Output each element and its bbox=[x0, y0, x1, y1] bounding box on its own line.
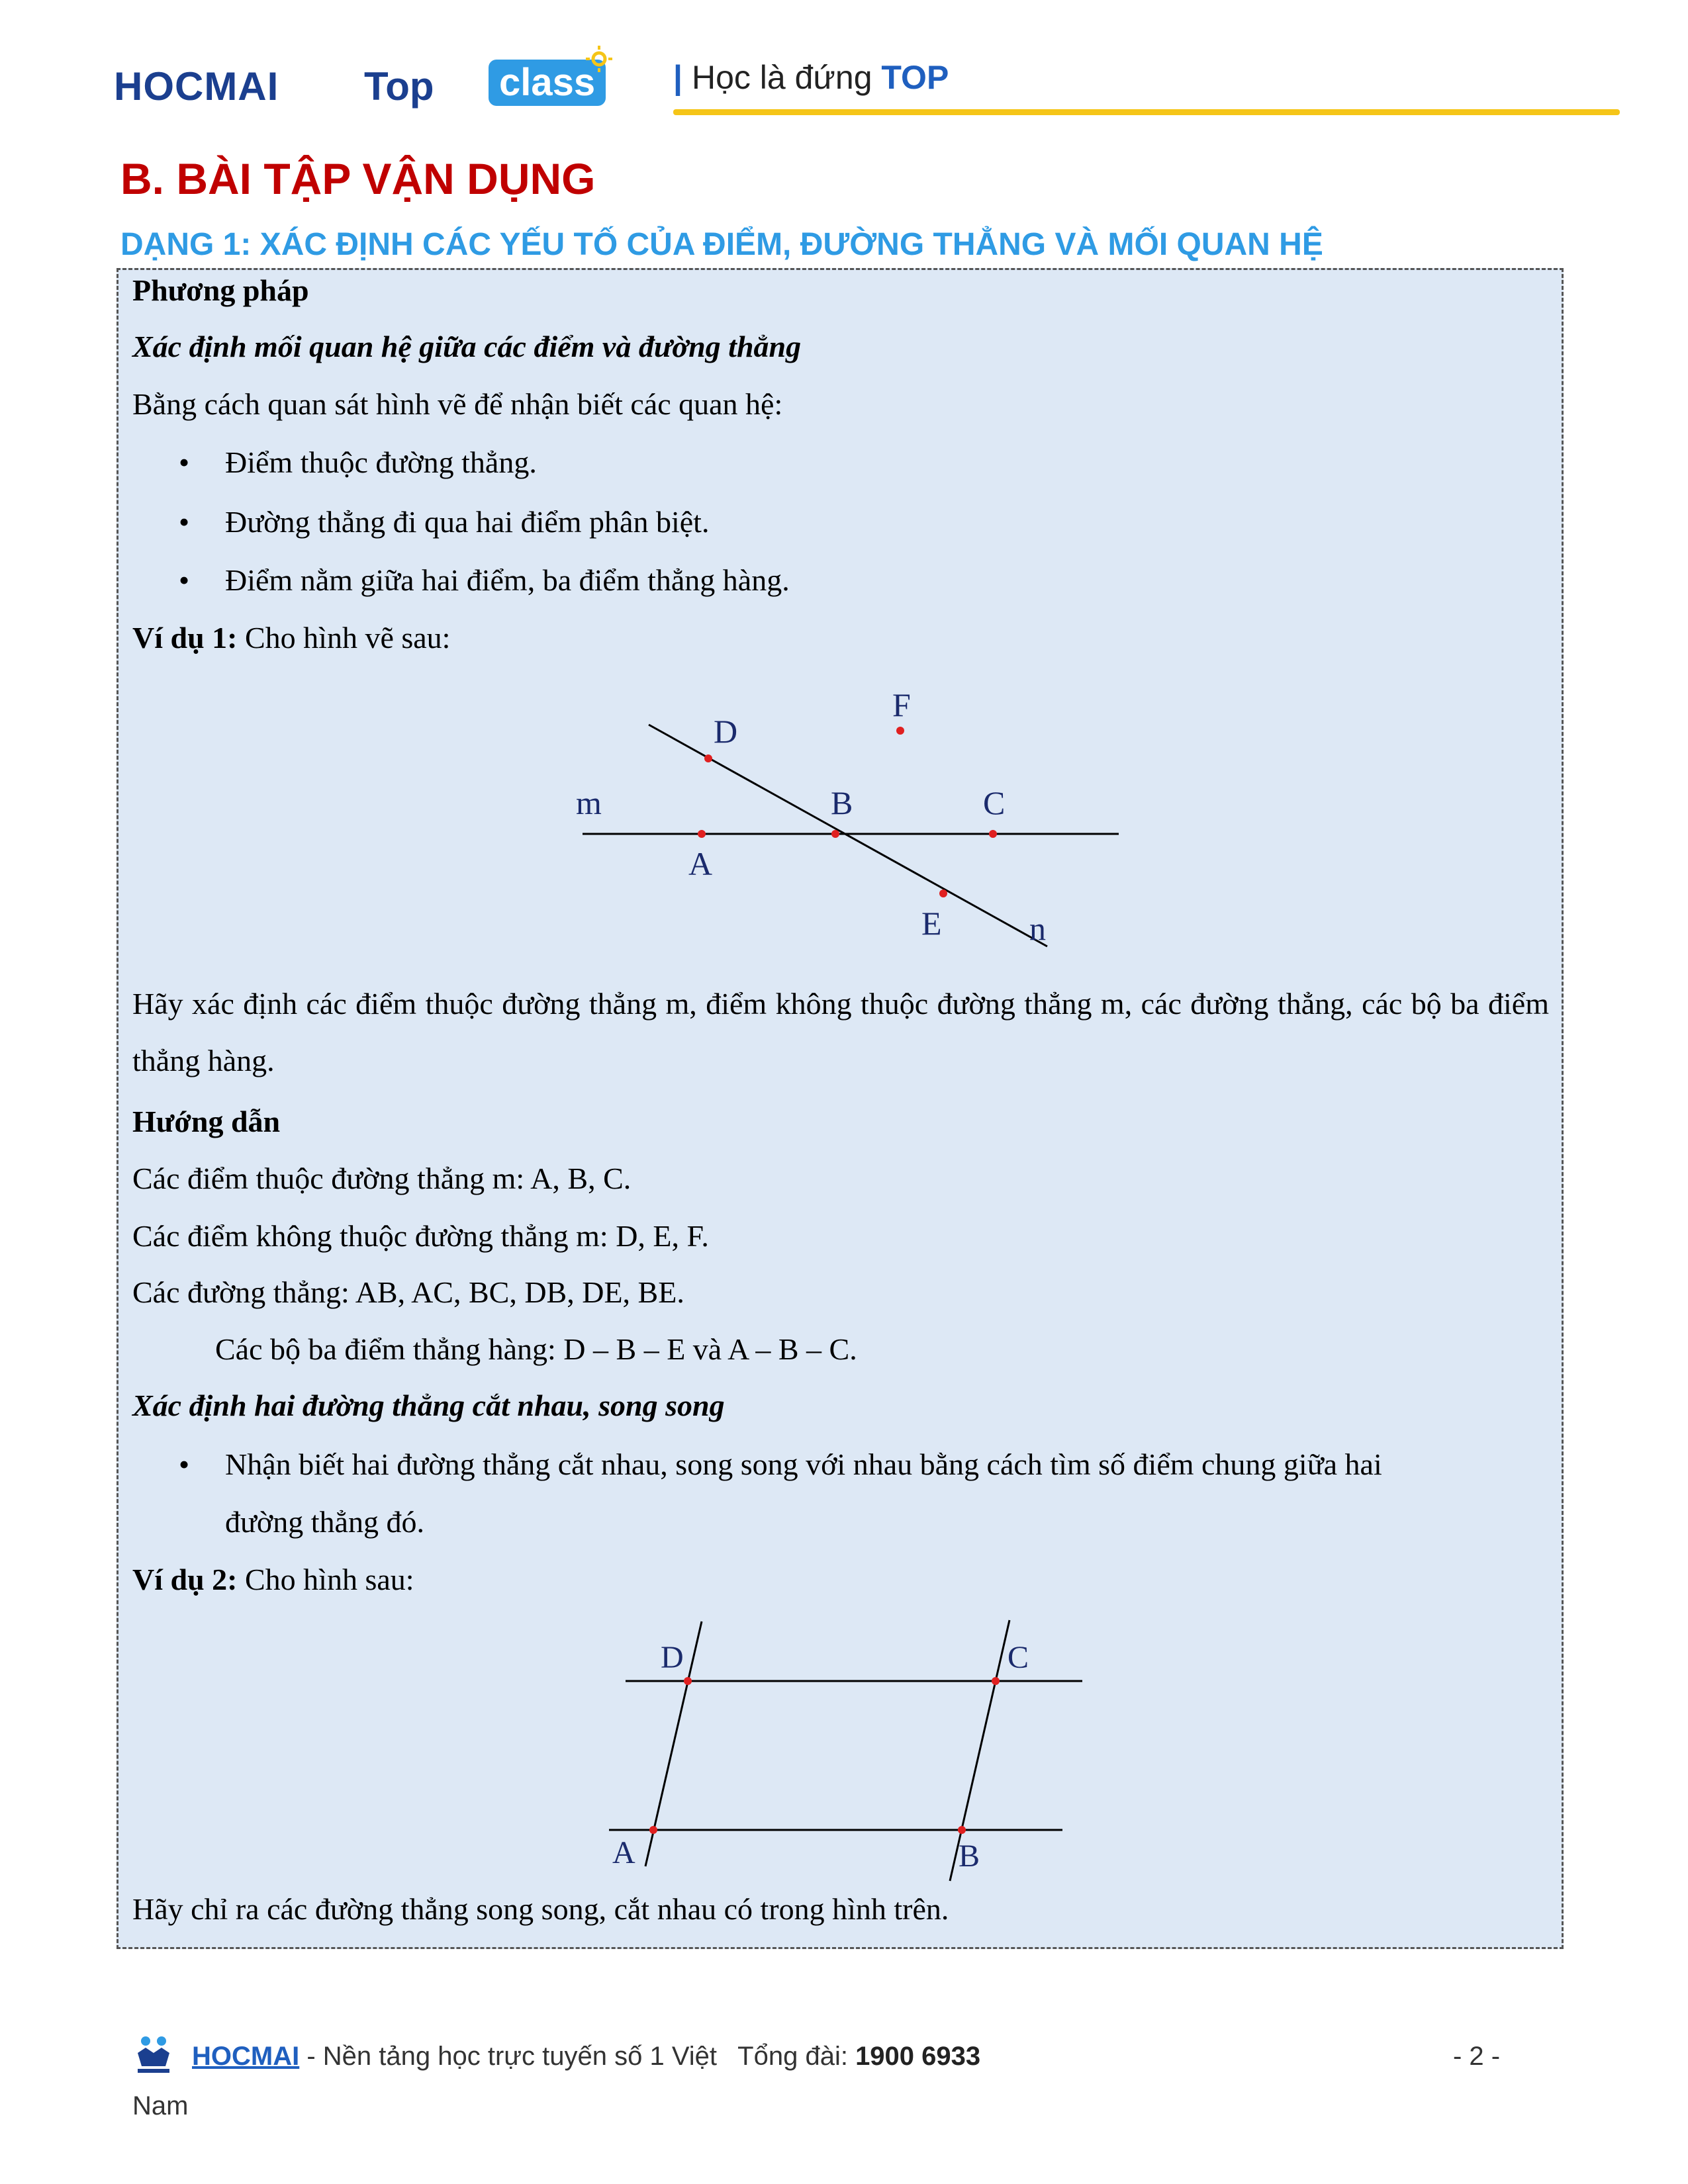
logo-hocmai-text: HOCMAI bbox=[114, 64, 279, 109]
logo-class-badge: class bbox=[489, 60, 606, 106]
answer1: Các điểm thuộc đường thẳng m: A, B, C. bbox=[132, 1161, 632, 1195]
label-C: C bbox=[983, 784, 1006, 821]
example2 bbox=[132, 1562, 414, 1597]
point-C bbox=[992, 1677, 1000, 1685]
point-E bbox=[939, 889, 947, 897]
footer-nam: Nam bbox=[132, 2091, 189, 2120]
point-C bbox=[989, 830, 997, 838]
label-A: A bbox=[612, 1835, 635, 1870]
label-B: B bbox=[959, 1839, 980, 1874]
dang-title: DẠNG 1: XÁC ĐỊNH CÁC YẾU TỐ CỦA ĐIỂM, ĐƯỜNG THẲNG VÀ MỐI QUAN HỆ bbox=[120, 227, 1323, 262]
tagline: | Học là đứng TOP bbox=[673, 59, 949, 96]
label-D: D bbox=[714, 713, 738, 750]
label-n: n bbox=[1029, 910, 1046, 947]
example1-label: Ví dụ 1: bbox=[132, 621, 238, 655]
label-A: A bbox=[688, 845, 713, 882]
point-D bbox=[684, 1677, 692, 1685]
answer2: Các điểm không thuộc đường thẳng m: D, E, F. bbox=[132, 1219, 709, 1253]
label-E: E bbox=[921, 905, 942, 942]
point-A bbox=[698, 830, 706, 838]
page-footer bbox=[132, 2042, 1509, 2071]
subheading-intersect: Xác định hai đường thẳng cắt nhau, song song bbox=[132, 1388, 725, 1422]
page-number: - 2 - bbox=[1453, 2042, 1501, 2071]
label-F: F bbox=[892, 686, 911, 723]
header-divider bbox=[673, 109, 1620, 115]
question2: Hãy chỉ ra các đường thẳng song song, cắt nhau có trong hình trên. bbox=[132, 1892, 949, 1926]
bullet2-continuation: đường thẳng đó. bbox=[225, 1505, 424, 1539]
section-title: B. BÀI TẬP VẬN DỤNG bbox=[120, 154, 596, 203]
footer-brand-link[interactable]: HOCMAI bbox=[192, 2042, 300, 2071]
point-B bbox=[958, 1826, 966, 1834]
example2-text: Cho hình sau: bbox=[237, 1563, 414, 1596]
footer-hotline: 1900 6933 bbox=[855, 2042, 981, 2071]
answer4: Các bộ ba điểm thẳng hàng: D – B – E và A – B – C. bbox=[215, 1332, 857, 1366]
phuong-phap-heading: Phương pháp bbox=[132, 273, 309, 307]
tagline-prefix: Học là đứng bbox=[692, 59, 872, 96]
footer-hotline-label: Tổng đài: bbox=[737, 2042, 856, 2071]
point-A bbox=[649, 1826, 657, 1834]
example1 bbox=[132, 620, 450, 655]
answer3: Các đường thẳng: AB, AC, BC, DB, DE, BE. bbox=[132, 1275, 684, 1309]
point-D bbox=[704, 754, 712, 762]
point-F bbox=[896, 727, 904, 735]
example1-text: Cho hình vẽ sau: bbox=[237, 621, 451, 655]
point-B bbox=[831, 830, 839, 838]
label-D: D bbox=[661, 1640, 684, 1675]
label-B: B bbox=[831, 784, 853, 821]
figure-1 bbox=[569, 682, 1132, 960]
logo-top-text: Top bbox=[364, 64, 434, 109]
tagline-top: TOP bbox=[881, 59, 949, 96]
example2-label: Ví dụ 2: bbox=[132, 1563, 238, 1596]
sun-icon bbox=[585, 45, 613, 73]
question1: Hãy xác định các điểm thuộc đường thẳng m, điểm không thuộc đường thẳng m, các đường thẳng, các bộ ba điểm thẳng hàng. bbox=[132, 987, 1549, 1077]
subheading-relations: Xác định mối quan hệ giữa các điểm và đường thẳng bbox=[132, 330, 802, 363]
label-C: C bbox=[1008, 1640, 1029, 1675]
footer-text: - Nền tảng học trực tuyến số 1 Việt bbox=[299, 2042, 718, 2071]
figure-2 bbox=[596, 1608, 1099, 1886]
page-header bbox=[114, 40, 1511, 119]
intro-text: Bằng cách quan sát hình vẽ để nhận biết các quan hệ: bbox=[132, 387, 783, 421]
huong-dan-heading: Hướng dẫn bbox=[132, 1105, 281, 1138]
label-m: m bbox=[576, 784, 602, 821]
